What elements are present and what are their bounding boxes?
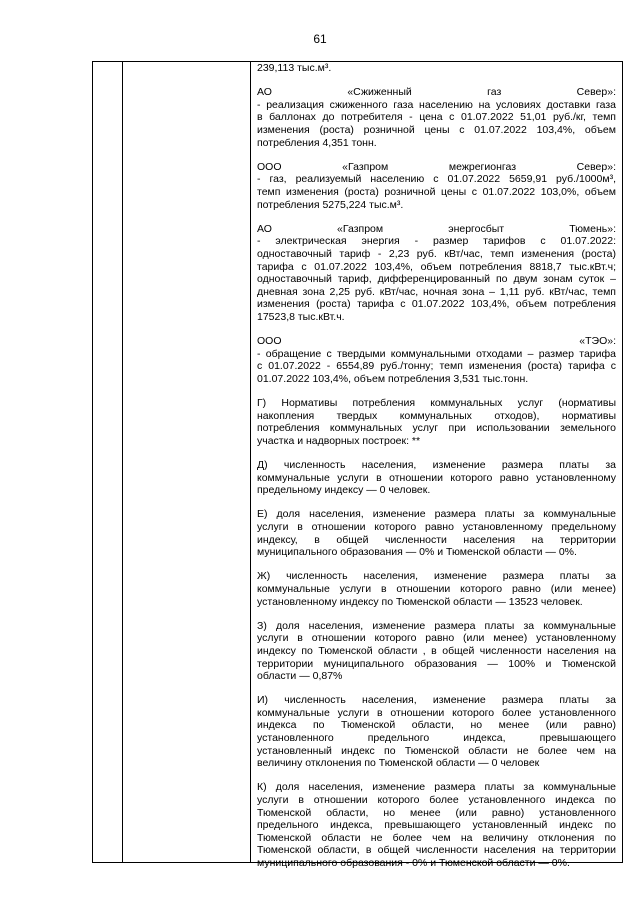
text-line: коммунальные услуги в отношении которого равно (или менее) xyxy=(257,582,616,595)
paragraph xyxy=(257,570,616,608)
paragraph xyxy=(257,620,616,683)
page-number: 61 xyxy=(313,32,327,46)
text-line: Г) Нормативы потребления коммунальных услуг (нормативы xyxy=(257,397,616,410)
text-line: накопления твердых коммунальных отходов), нормативы xyxy=(257,409,616,422)
text-line: участка и надворных построек: ** xyxy=(257,434,421,447)
text-cell xyxy=(257,62,616,881)
text-line: Тюменской области, в общей численности населения на территории xyxy=(257,844,616,857)
text-line: И) численность населения, изменение размера платы за xyxy=(257,694,616,707)
text-line: услуги в отношении которого равно (или менее) установленному xyxy=(257,632,616,645)
text-line: 239,113 тыс.м³. xyxy=(257,62,332,74)
paragraph xyxy=(257,694,616,770)
text-line: предельного индекса, превышающего установленный индекс по xyxy=(257,819,616,832)
text-line: установленному индексу по Тюменской области — 13523 человек. xyxy=(257,595,583,608)
paragraph xyxy=(257,335,616,385)
text-line: - обращение с твердыми коммунальными отходами – размер тарифа xyxy=(257,347,616,360)
document-table xyxy=(92,61,623,869)
text-line: 01.07.2022 103,4%, объем потребления 3,531 тыс.тонн. xyxy=(257,372,529,385)
text-line: 17523,8 тыс.кВт.ч. xyxy=(257,310,345,323)
paragraph xyxy=(257,459,616,497)
text-line: в баллонах до потребителя - цена с 01.07.2022 51,01 руб./кг, темп xyxy=(257,111,616,124)
text-line: Д) численность населения, изменение размера платы за xyxy=(257,459,616,471)
paragraph xyxy=(257,223,616,324)
text-line: АО «Сжиженный газ Север»: xyxy=(257,86,616,99)
paragraph xyxy=(257,62,616,75)
text-line: муниципального образования — 0% и Тюменской области — 0%. xyxy=(257,546,577,559)
text-line: величину отклонения по Тюменской области — 0 человек xyxy=(257,757,540,770)
text-line: муниципального образования - 0% и Тюменской области — 0%. xyxy=(257,857,570,869)
text-line: изменения (роста) тарифа с 01.07.2022 103,4%, объем потребления xyxy=(257,298,616,311)
text-line: ООО «ТЭО»: xyxy=(257,335,616,348)
paragraph xyxy=(257,86,616,149)
column-divider-1 xyxy=(122,62,123,862)
text-line: Ж) численность населения, изменение размера платы за xyxy=(257,570,616,583)
text-line: темп изменения (роста) розничной цены с 01.07.2022 103,0%, объем xyxy=(257,185,616,198)
paragraph xyxy=(257,161,616,211)
text-line: АО «Газпром энергосбыт Тюмень»: xyxy=(257,222,616,235)
text-line: индекса по Тюменской области, но менее (или равно) xyxy=(257,719,616,732)
paragraph xyxy=(257,508,616,558)
text-line: территории муниципального образования — 100% и Тюменской xyxy=(257,657,616,670)
text-line: К) доля населения, изменение размера платы за коммунальные xyxy=(257,781,616,794)
text-line: Тюменской области, но менее (или равно) установленного xyxy=(257,806,616,819)
text-line: потребления коммунальных услуг при использовании земельного xyxy=(257,422,616,435)
text-line: коммунальные услуги в отношении которого равно установленному xyxy=(257,471,616,484)
text-line: потребления 4,351 тонн. xyxy=(257,136,377,149)
text-line: - реализация сжиженного газа населению на условиях доставки газа xyxy=(257,98,616,111)
text-line: установленного предельного индекса, превышающего xyxy=(257,732,616,745)
text-line: индексу, в общей численности населения на территории xyxy=(257,533,616,546)
text-line: тарифа с 01.07.2022 103,4%, объем потребления 8818,7 тыс.кВт.ч; xyxy=(257,260,616,273)
text-line: услуги в отношении которого равно установленному предельному xyxy=(257,520,616,533)
text-line: ООО «Газпром межрегионгаз Север»: xyxy=(257,160,616,173)
paragraph xyxy=(257,781,616,869)
text-line: предельному индексу — 0 человек. xyxy=(257,484,431,497)
text-line: - газ, реализуемый населению с 01.07.2022 5659,91 руб./1000м³, xyxy=(257,173,616,186)
text-line: коммунальные услуги в отношении которого более установленного xyxy=(257,706,616,719)
text-line: одноставочный тариф - 2,23 руб. кВт/час, темп изменения (роста) xyxy=(257,247,616,260)
text-line: установленный индекс по Тюменской области не более чем на xyxy=(257,744,616,757)
text-line: Тюменской области не более чем на величину отклонения по xyxy=(257,831,616,844)
text-line: - электрическая энергия - размер тарифов с 01.07.2022: xyxy=(257,235,616,248)
text-line: З) доля населения, изменение размера платы за коммунальные xyxy=(257,619,616,632)
text-line: индексу по Тюменской области , в общей численности населения на xyxy=(257,644,616,657)
column-divider-2 xyxy=(250,62,251,862)
text-line: услуги в отношении которого более установленного индекса по xyxy=(257,794,616,807)
text-line: Е) доля населения, изменение размера платы за коммунальные xyxy=(257,508,616,521)
text-line: изменения (роста) розничной цены с 01.07.2022 103,4%, объем xyxy=(257,123,616,136)
text-line: потребления 5275,224 тыс.м³. xyxy=(257,198,404,211)
text-line: области — 0,87% xyxy=(257,670,343,683)
paragraph xyxy=(257,397,616,447)
text-line: с 01.07.2022 - 6554,89 руб./тонну; темп изменения (роста) тарифа с xyxy=(257,360,616,373)
text-line: одноставочный тариф, дифференцированный по двум зонам суток – xyxy=(257,273,616,286)
text-line: дневная зона 2,25 руб. кВт/час, ночная зона – 1,11 руб. кВт/час, темп xyxy=(257,285,616,298)
